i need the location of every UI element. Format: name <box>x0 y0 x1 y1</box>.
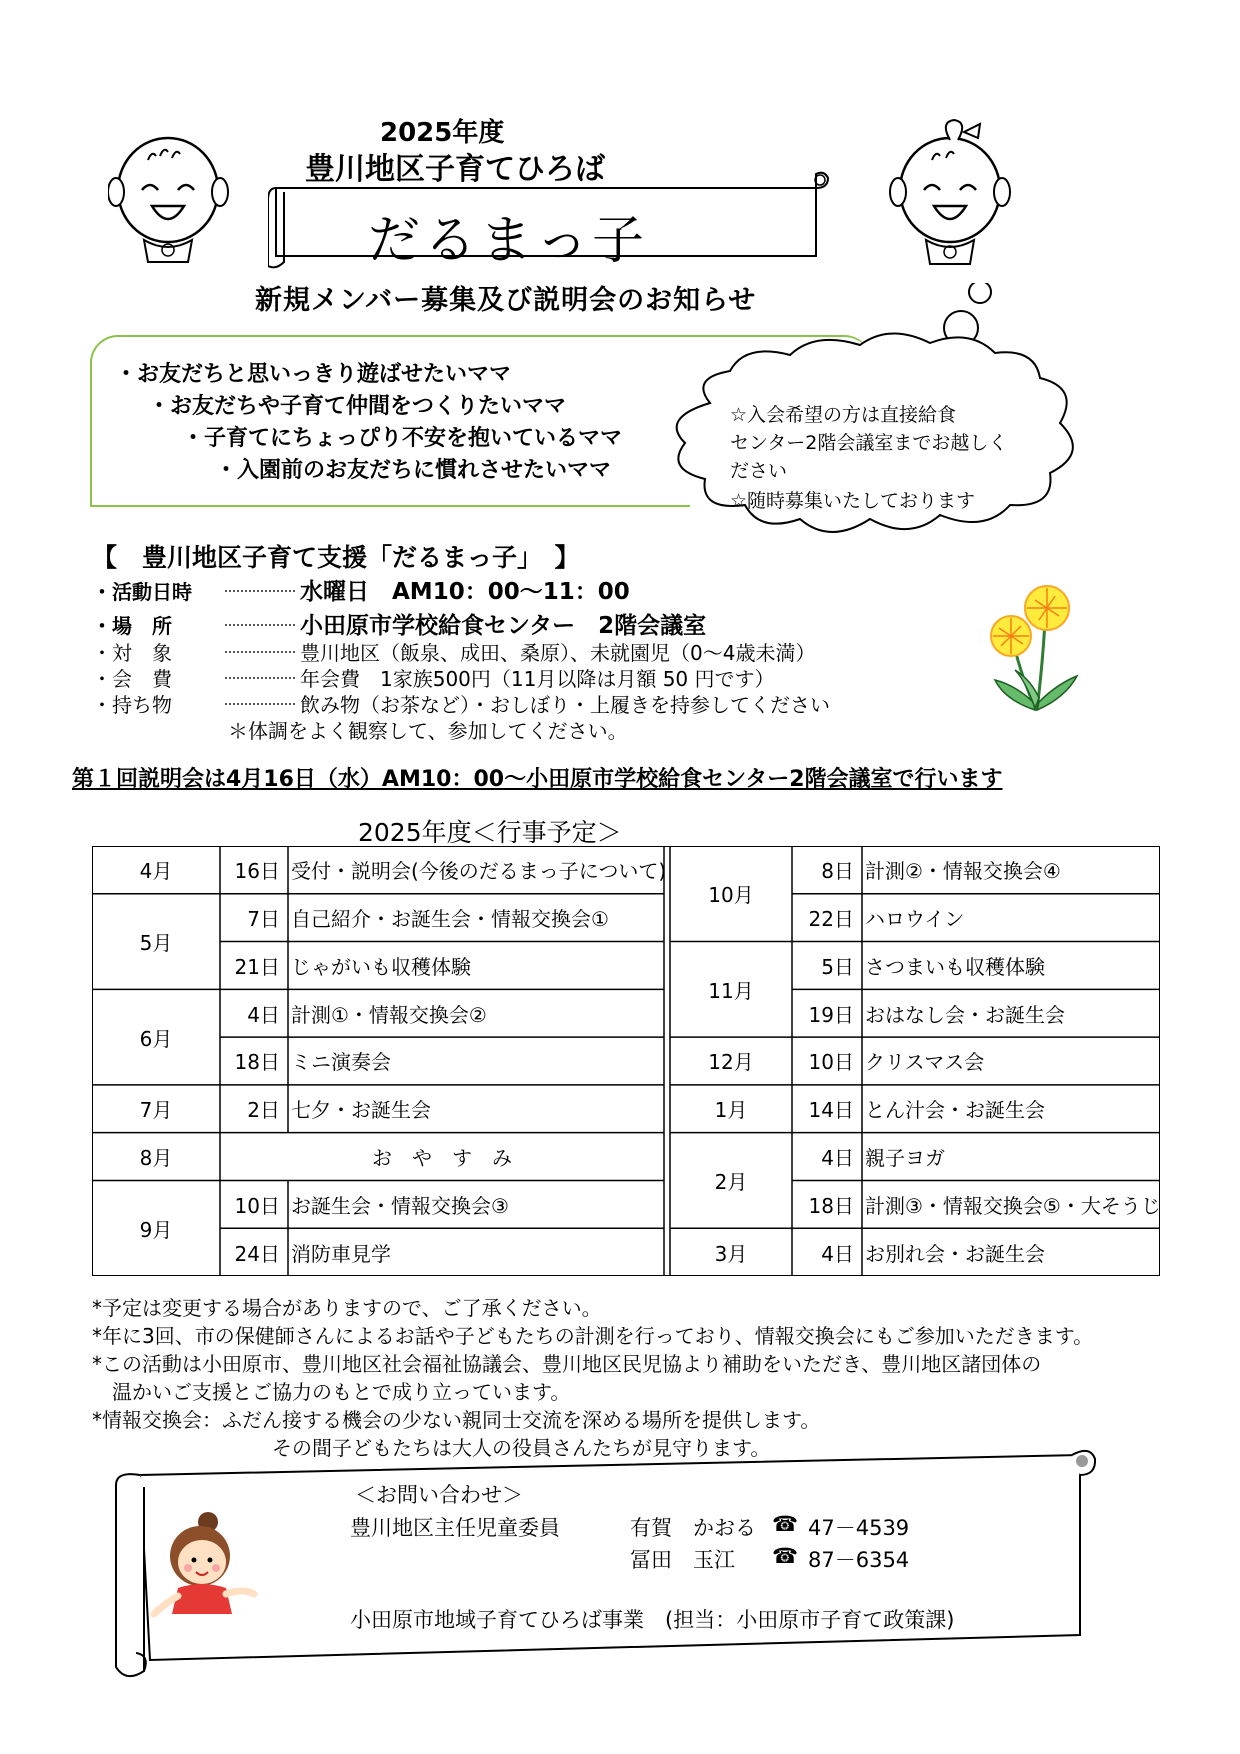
contact-phone: 47－4539 <box>808 1516 910 1540</box>
info-value-fee: 年会費 1家族500円（11月以降は月額 50 円です） <box>300 667 775 691</box>
month-cell: 12月 <box>708 1050 754 1075</box>
phone-icon: ☎ <box>772 1544 799 1568</box>
day-cell: 4日 <box>247 1002 280 1027</box>
info-label-fee: ・会 費 <box>92 667 172 691</box>
month-cell: 4月 <box>139 859 173 884</box>
section-heading: 【 豊川地区子育て支援「だるまっ子」 】 <box>92 543 580 572</box>
schedule-title: 2025年度＜行事予定＞ <box>358 818 622 847</box>
info-value-items: 飲み物（お茶など）・おしぼり・上履きを持参してください <box>300 693 830 717</box>
cloud-note: ださい <box>730 460 788 482</box>
month-cell: 11月 <box>708 978 754 1003</box>
target-item: ・入園前のお友だちに慣れさせたいママ <box>215 458 612 483</box>
event-cell: とん汁会・お誕生会 <box>865 1098 1045 1123</box>
day-cell: 21日 <box>234 954 280 979</box>
note-line: 温かいご支援とご協力のもとで成り立っています。 <box>92 1380 571 1404</box>
target-item: ・お友だちと思いっきり遊ばせたいママ <box>115 362 512 387</box>
target-item: ・子育てにちょっぴり不安を抱いているママ <box>182 426 623 451</box>
month-cell: 9月 <box>139 1217 173 1242</box>
event-cell: お や す み <box>372 1146 512 1171</box>
event-cell: じゃがいも収穫体験 <box>291 954 471 979</box>
leader-dots <box>225 703 295 705</box>
info-value-datetime: 水曜日 AM10：00～11：00 <box>300 579 630 605</box>
note-line: *年に3回、市の保健師さんによるお話や子どもたちの計測を行っており、情報交換会にもご参加いただきます。 <box>92 1324 1094 1348</box>
note-line: *予定は変更する場合がありますので、ご了承ください。 <box>92 1296 602 1320</box>
month-cell: 2月 <box>714 1169 748 1194</box>
event-cell: 自己紹介・お誕生会・情報交換会① <box>291 907 609 932</box>
day-cell: 19日 <box>808 1002 854 1027</box>
info-label-place: ・場 所 <box>92 614 172 638</box>
day-cell: 5日 <box>821 954 854 979</box>
event-cell: 受付・説明会(今後のだるまっ子について) <box>291 859 667 884</box>
day-cell: 18日 <box>234 1050 280 1075</box>
target-item: ・お友だちや子育て仲間をつくりたいママ <box>148 394 567 419</box>
day-cell: 14日 <box>808 1098 854 1123</box>
baby-face-icon <box>108 130 238 270</box>
day-cell: 10日 <box>234 1193 280 1218</box>
schedule-table <box>92 846 1160 1276</box>
subtitle: 新規メンバー募集及び説明会のお知らせ <box>255 285 757 316</box>
leader-dots <box>225 590 295 592</box>
meeting-notice: 第１回説明会は4月16日（水）AM10：00～小田原市学校給食センター2階会議室で行います <box>72 767 1003 792</box>
contact-name: 冨田 玉江 <box>630 1548 735 1572</box>
event-cell: ハロウイン <box>865 907 965 932</box>
day-cell: 8日 <box>821 859 854 884</box>
event-cell: 計測③・情報交換会⑤・大そうじ <box>865 1193 1161 1218</box>
contact-name: 有賀 かおる <box>630 1516 756 1540</box>
info-value-place: 小田原市学校給食センター 2階会議室 <box>300 613 707 639</box>
target-box-bottom <box>90 505 690 507</box>
main-title: だるまっ子 <box>368 211 649 271</box>
info-value-target: 豊川地区（飯泉、成田、桑原）、未就園児（0～4歳未満） <box>300 641 816 665</box>
month-cell: 10月 <box>708 883 754 908</box>
event-cell: 計測②・情報交換会④ <box>865 859 1061 884</box>
dandelion-icon <box>985 580 1085 720</box>
note-line: その間子どもたちは大人の役員さんたちが見守ります。 <box>92 1436 771 1460</box>
event-cell: クリスマス会 <box>865 1050 985 1075</box>
cloud-note: ☆随時募集いたしております <box>730 490 976 512</box>
note-line: *この活動は小田原市、豊川地区社会福祉協議会、豊川地区民児協より補助をいただき、豊川地区諸団体の <box>92 1352 1042 1376</box>
contact-footer: 小田原市地域子育てひろば事業 (担当：小田原市子育て政策課) <box>350 1608 955 1632</box>
contact-role: 豊川地区主任児童委員 <box>350 1516 560 1540</box>
year-title: 2025年度 <box>380 118 505 148</box>
info-label-target: ・対 象 <box>92 641 172 665</box>
contact-phone: 87－6354 <box>808 1548 910 1572</box>
baby-girl-face-icon <box>888 118 1018 268</box>
info-label-items: ・持ち物 <box>92 693 172 717</box>
event-cell: ミニ演奏会 <box>291 1050 391 1075</box>
month-cell: 1月 <box>714 1098 748 1123</box>
event-cell: おはなし会・お誕生会 <box>865 1002 1065 1027</box>
info-label-datetime: ・活動日時 <box>92 580 192 604</box>
event-cell: お別れ会・お誕生会 <box>865 1241 1045 1266</box>
day-cell: 2日 <box>247 1098 280 1123</box>
day-cell: 4日 <box>821 1146 854 1171</box>
event-cell: 七夕・お誕生会 <box>291 1098 431 1123</box>
month-cell: 8月 <box>139 1146 173 1171</box>
cloud-note: センター2階会議室までお越しく <box>730 432 1008 454</box>
event-cell: 計測①・情報交換会② <box>291 1002 487 1027</box>
month-cell: 3月 <box>714 1241 748 1266</box>
health-note: ＊体調をよく観察して、参加してください。 <box>228 719 628 743</box>
day-cell: 22日 <box>808 907 854 932</box>
day-cell: 4日 <box>821 1241 854 1266</box>
leader-dots <box>225 651 295 653</box>
girl-icon <box>150 1510 260 1620</box>
day-cell: 24日 <box>234 1241 280 1266</box>
leader-dots <box>225 677 295 679</box>
event-cell: お誕生会・情報交換会③ <box>291 1193 509 1218</box>
event-cell: さつまいも収穫体験 <box>865 954 1045 979</box>
month-cell: 5月 <box>139 931 173 956</box>
leader-dots <box>225 624 295 626</box>
phone-icon: ☎ <box>772 1512 799 1536</box>
day-cell: 16日 <box>234 859 280 884</box>
month-cell: 6月 <box>139 1026 173 1051</box>
cloud-note: ☆入会希望の方は直接給食 <box>730 404 957 426</box>
day-cell: 18日 <box>808 1193 854 1218</box>
month-cell: 7月 <box>139 1098 173 1123</box>
event-cell: 消防車見学 <box>291 1241 391 1266</box>
day-cell: 7日 <box>247 907 280 932</box>
note-line: *情報交換会：ふだん接する機会の少ない親同士交流を深める場所を提供します。 <box>92 1408 821 1432</box>
day-cell: 10日 <box>808 1050 854 1075</box>
contact-heading: ＜お問い合わせ＞ <box>355 1483 523 1507</box>
event-cell: 親子ヨガ <box>865 1146 945 1171</box>
org-title: 豊川地区子育てひろば <box>305 152 605 187</box>
